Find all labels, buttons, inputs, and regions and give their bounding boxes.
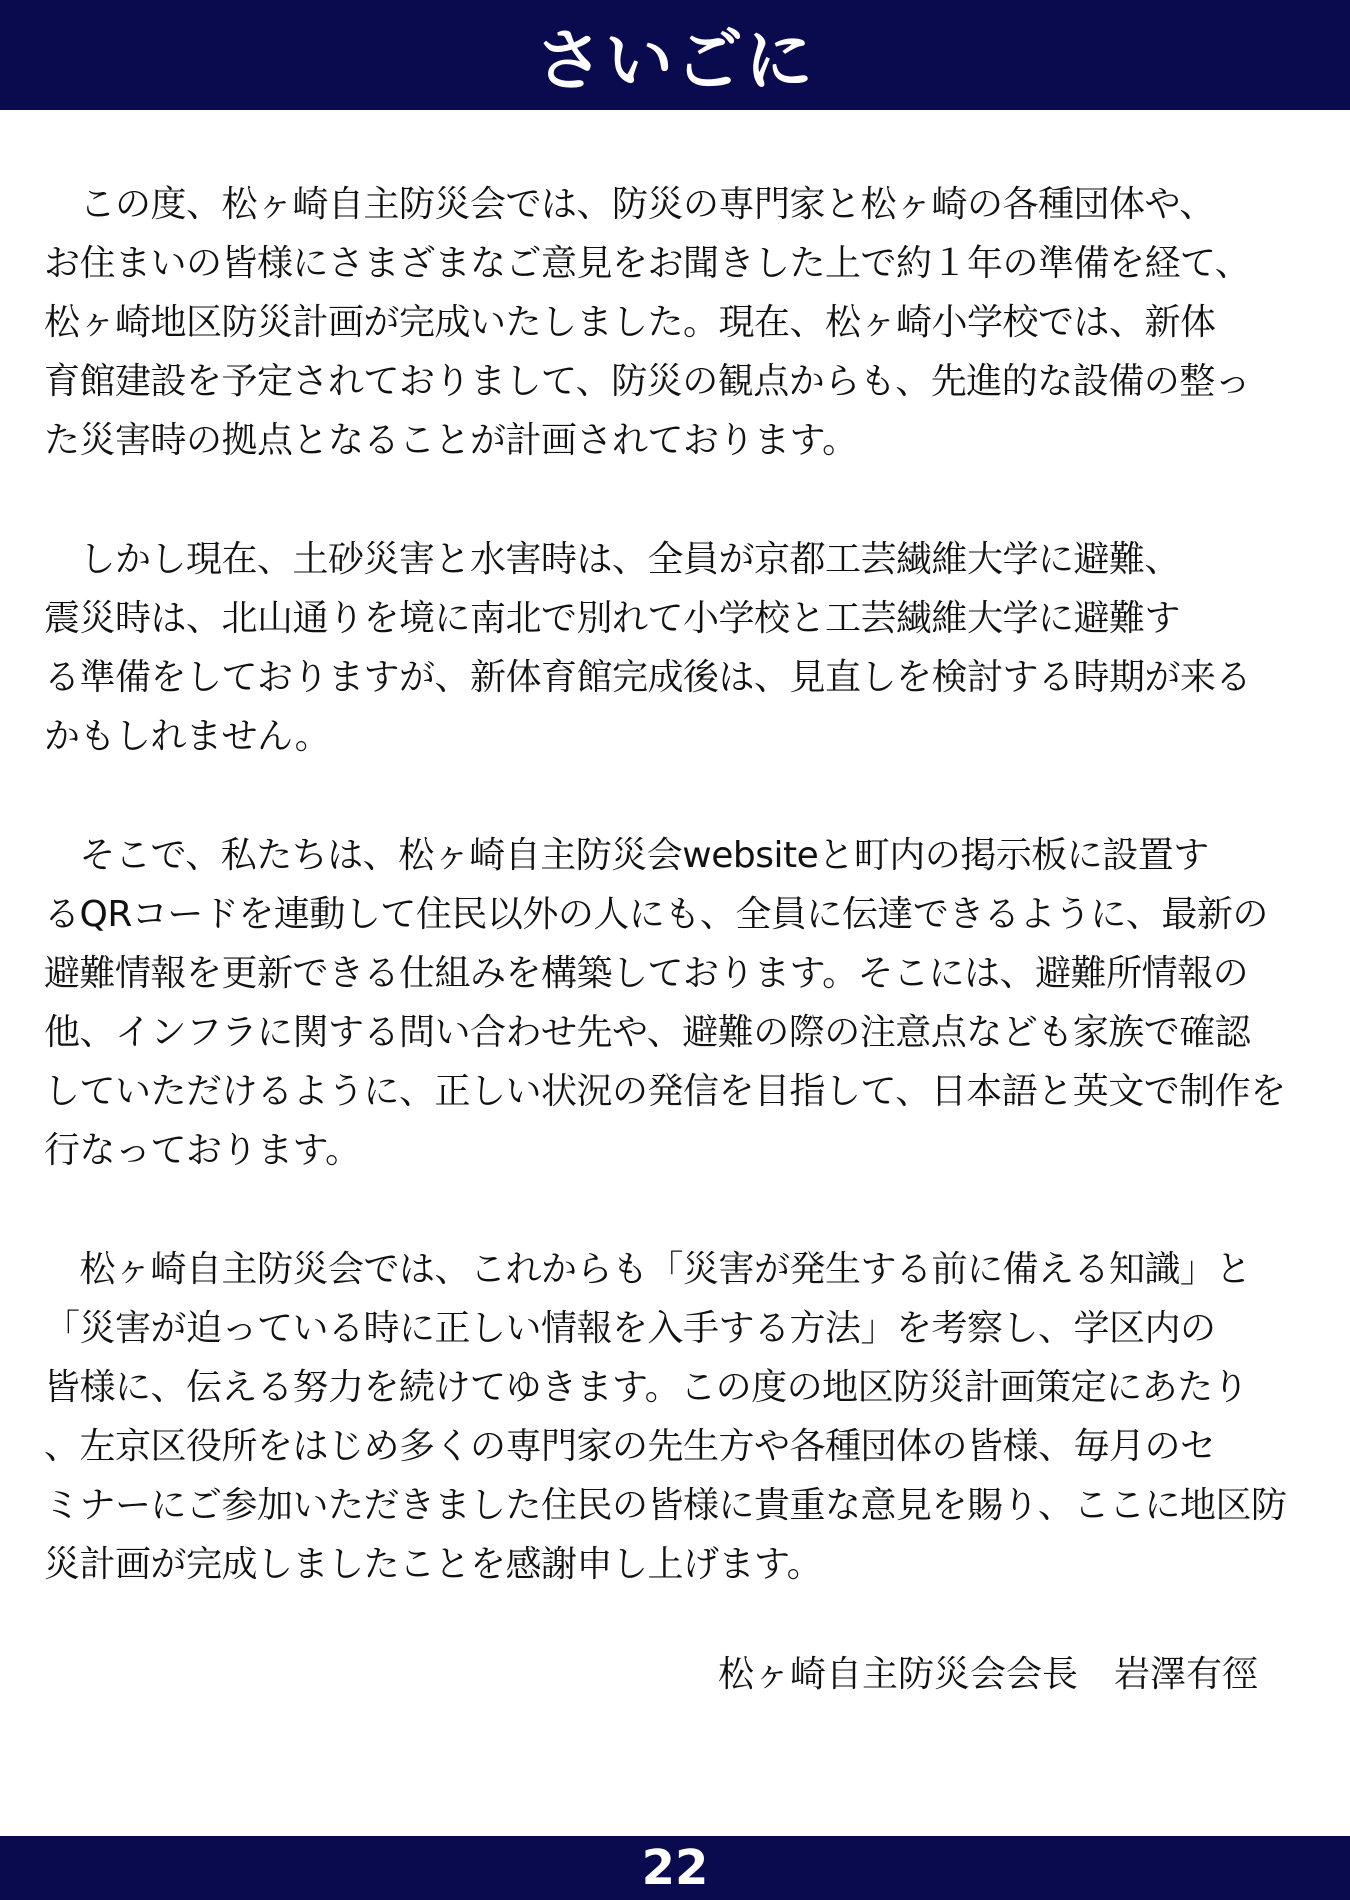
text-line: 「災害が迫っている時に正しい情報を入手する方法」を考察し、学区内の [44, 1308, 1216, 1349]
text-line: る準備をしておりますが、新体育館完成後は、見直しを検討する時期が来る [44, 657, 1252, 698]
text-line: そこで、私たちは、松ヶ崎自主防災会websiteと町内の掲示板に設置す [44, 835, 1209, 876]
text-line: 育館建設を予定されておりまして、防災の観点からも、先進的な設備の整っ [44, 361, 1251, 402]
text-line: 行なっております。 [44, 1130, 361, 1171]
text-line: お住まいの皆様にさまざまなご意見をお聞きした上で約１年の準備を経て、 [44, 243, 1251, 284]
text-line: 災計画が完成しましたことを感謝申し上げます。 [44, 1544, 823, 1585]
body-text [44, 175, 1309, 1654]
page-footer [0, 1836, 1350, 1900]
text-line: していただけるように、正しい状況の発信を目指して、日本語と英文で制作を [44, 1071, 1286, 1112]
text-line: 、左京区役所をはじめ多くの専門家の先生方や各種団体の皆様、毎月のセ [44, 1426, 1216, 1467]
text-line: 他、インフラに関する問い合わせ先や、避難の際の注意点なども家族で確認 [44, 1012, 1251, 1053]
text-line: 震災時は、北山通りを境に南北で別れて小学校と工芸繊維大学に避難す [44, 598, 1181, 639]
paragraph-4 [44, 1240, 1309, 1594]
page-header [0, 0, 1350, 110]
text-line: 皆様に、伝える努力を続けてゆきます。この度の地区防災計画策定にあたり [44, 1367, 1249, 1408]
text-line: 松ヶ崎地区防災計画が完成いたしました。現在、松ヶ崎小学校では、新体 [44, 302, 1216, 343]
page-title: さいごに [534, 21, 815, 101]
text-line: るQRコードを連動して住民以外の人にも、全員に伝達できるように、最新の [44, 894, 1268, 935]
text-line: た災害時の拠点となることが計画されております。 [44, 420, 858, 461]
paragraph-3 [44, 826, 1309, 1180]
page-number: 22 [641, 1840, 709, 1896]
text-line: 避難情報を更新できる仕組みを構築しております。そこには、避難所情報の [44, 953, 1249, 994]
text-line: しかし現在、土砂災害と水害時は、全員が京都工芸繊維大学に避難、 [44, 539, 1181, 580]
text-line: ミナーにご参加いただきました住民の皆様に貴重な意見を賜り、ここに地区防 [44, 1485, 1287, 1526]
signature: 松ヶ崎自主防災会会長 岩澤有徑 [717, 1654, 1258, 1695]
paragraph-2 [44, 530, 1309, 766]
paragraph-1 [44, 175, 1309, 470]
text-line: この度、松ヶ崎自主防災会では、防災の専門家と松ヶ崎の各種団体や、 [44, 184, 1215, 225]
text-line: かもしれません。 [44, 716, 331, 757]
text-line: 松ヶ崎自主防災会では、これからも「災害が発生する前に備える知識」と [44, 1249, 1252, 1290]
